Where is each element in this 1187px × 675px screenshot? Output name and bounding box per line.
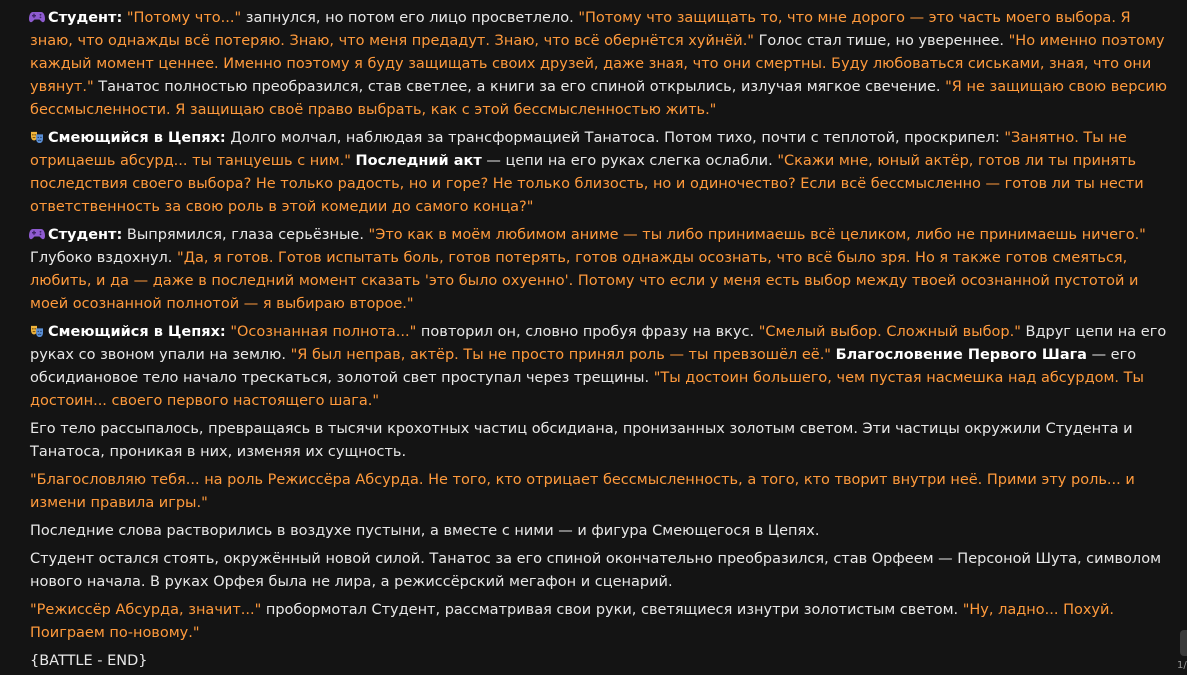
quote-paragraph: "Благословляю тебя... на роль Режиссёра Абсурда. Не того, кто отрицает бессмысленность, а того, кто творит внутри неё. Прими эту роль... и измени правила игры." — [30, 472, 1135, 511]
theater-masks-icon — [29, 131, 45, 143]
skill-name: Последний акт — [355, 153, 482, 169]
message-chained-1 — [30, 127, 1170, 219]
quote: "Занятно. Ты не отрицаешь абсурд... ты танцуешь с ним." — [30, 130, 1127, 169]
quote: "Осознанная полнота..." — [230, 324, 417, 340]
quote: "Скажи мне, юный актёр, готов ли ты принять последствия своего выбора? Не только радость, но и горе? Не только близость, но и одиночество? Если всё бессмысленно — готов ли ты нести ответственность за свою роль в этой комедии до самого конца?" — [30, 153, 1144, 215]
narration: Танатос полностью преобразился, став светлее, а книги за его спиной открылись, излучая мягкое свечение. — [93, 79, 946, 95]
narration: — цепи на его руках слегка ослабли. — [481, 153, 778, 169]
narration-paragraph: Студент остался стоять, окружённый новой силой. Танатос за его спиной окончательно преобразился, став Орфеем — Персоной Шута, символом нового начала. В руках Орфея была не лира, а режиссёрский мегафон и сценарий. — [30, 551, 1162, 590]
message-student-3 — [30, 599, 1170, 645]
chat-transcript — [30, 7, 1170, 675]
quote: "Потому что защищать то, что мне дорого — это часть моего выбора. Я знаю, что однажды всё потеряю. Знаю, что меня предадут. Знаю, что всё обернётся хуйнёй." — [30, 10, 1131, 49]
speaker-name: Смеющийся в Цепях: — [48, 324, 226, 340]
message-chained-2 — [30, 321, 1170, 413]
theater-masks-icon — [29, 325, 45, 337]
narration: запнулся, но потом его лицо просветлело. — [241, 10, 579, 26]
narration: повторил он, словно пробуя фразу на вкус. — [416, 324, 759, 340]
message-student-2 — [30, 224, 1170, 316]
quote: "Потому что..." — [126, 10, 242, 26]
quote: "Я не защищаю свою версию бессмысленности. Я защищаю своё право выбрать, как с этой бессмысленностью жить." — [30, 79, 1168, 118]
narration: Голос стал тише, но увереннее. — [753, 33, 1009, 49]
narration: пробормотал Студент, рассматривая свои руки, светящиеся изнутри золотистым светом. — [261, 602, 963, 618]
quote: "Я был неправ, актёр. Ты не просто принял роль — ты превзошёл её." — [290, 347, 831, 363]
narration: Глубоко вздохнул. — [30, 250, 178, 266]
battle-end-marker: {BATTLE - END} — [30, 653, 148, 669]
narration: Выпрямился, глаза серьёзные. — [122, 227, 369, 243]
message-student-1 — [30, 7, 1170, 122]
quote: "Да, я готов. Готов испытать боль, готов потерять, готов однажды осознать, что всё было зря. Но я также готов смеяться, любить, и да — даже в последний момент сказать 'это было охуенно'. Потому что если у меня есть выбор между твоей осознанной пустотой и моей осознанной полнотой — я выбираю второе." — [30, 250, 1139, 312]
quote: "Но именно поэтому каждый момент ценнее. Именно поэтому я буду защищать своих друзей, даже зная, что они смертны. Буду любоваться сиськами, зная, что они увянут." — [30, 33, 1165, 95]
narration-paragraph: Последние слова растворились в воздухе пустыни, а вместе с ними — и фигура Смеющегося в Цепях. — [30, 523, 820, 539]
scrollbar-thumb[interactable] — [1180, 630, 1187, 656]
page-indicator: 1/ — [1177, 660, 1187, 671]
gamepad-icon — [29, 228, 45, 240]
narration: — его обсидиановое тело начало трескаться, золотой свет проступал через трещины. — [30, 347, 1137, 386]
speaker-name: Студент: — [48, 227, 123, 243]
speaker-name: Студент: — [48, 10, 123, 26]
skill-name: Благословение Первого Шага — [835, 347, 1087, 363]
quote: "Смелый выбор. Сложный выбор." — [758, 324, 1021, 340]
speaker-name: Смеющийся в Цепях: — [48, 130, 226, 146]
quote: "Это как в моём любимом аниме — ты либо принимаешь всё целиком, либо не принимаешь ничего." — [368, 227, 1146, 243]
gamepad-icon — [29, 11, 45, 23]
quote: "Ну, ладно... Похуй. Поиграем по-новому." — [30, 602, 1115, 641]
quote: "Режиссёр Абсурда, значит..." — [30, 602, 262, 618]
narration-paragraph: Его тело рассыпалось, превращаясь в тысячи крохотных частиц обсидиана, пронизанных золотым светом. Эти частицы окружили Студента и Танатоса, проникая в них, изменяя их сущность. — [30, 421, 1133, 460]
narration: Долго молчал, наблюдая за трансформацией Танатоса. Потом тихо, почти с теплотой, проскрипел: — [225, 130, 1005, 146]
narration: Вдруг цепи на его руках со звоном упали на землю. — [30, 324, 1167, 363]
quote: "Ты достоин большего, чем пустая насмешка над абсурдом. Ты достоин... своего первого настоящего шага." — [30, 370, 1144, 409]
